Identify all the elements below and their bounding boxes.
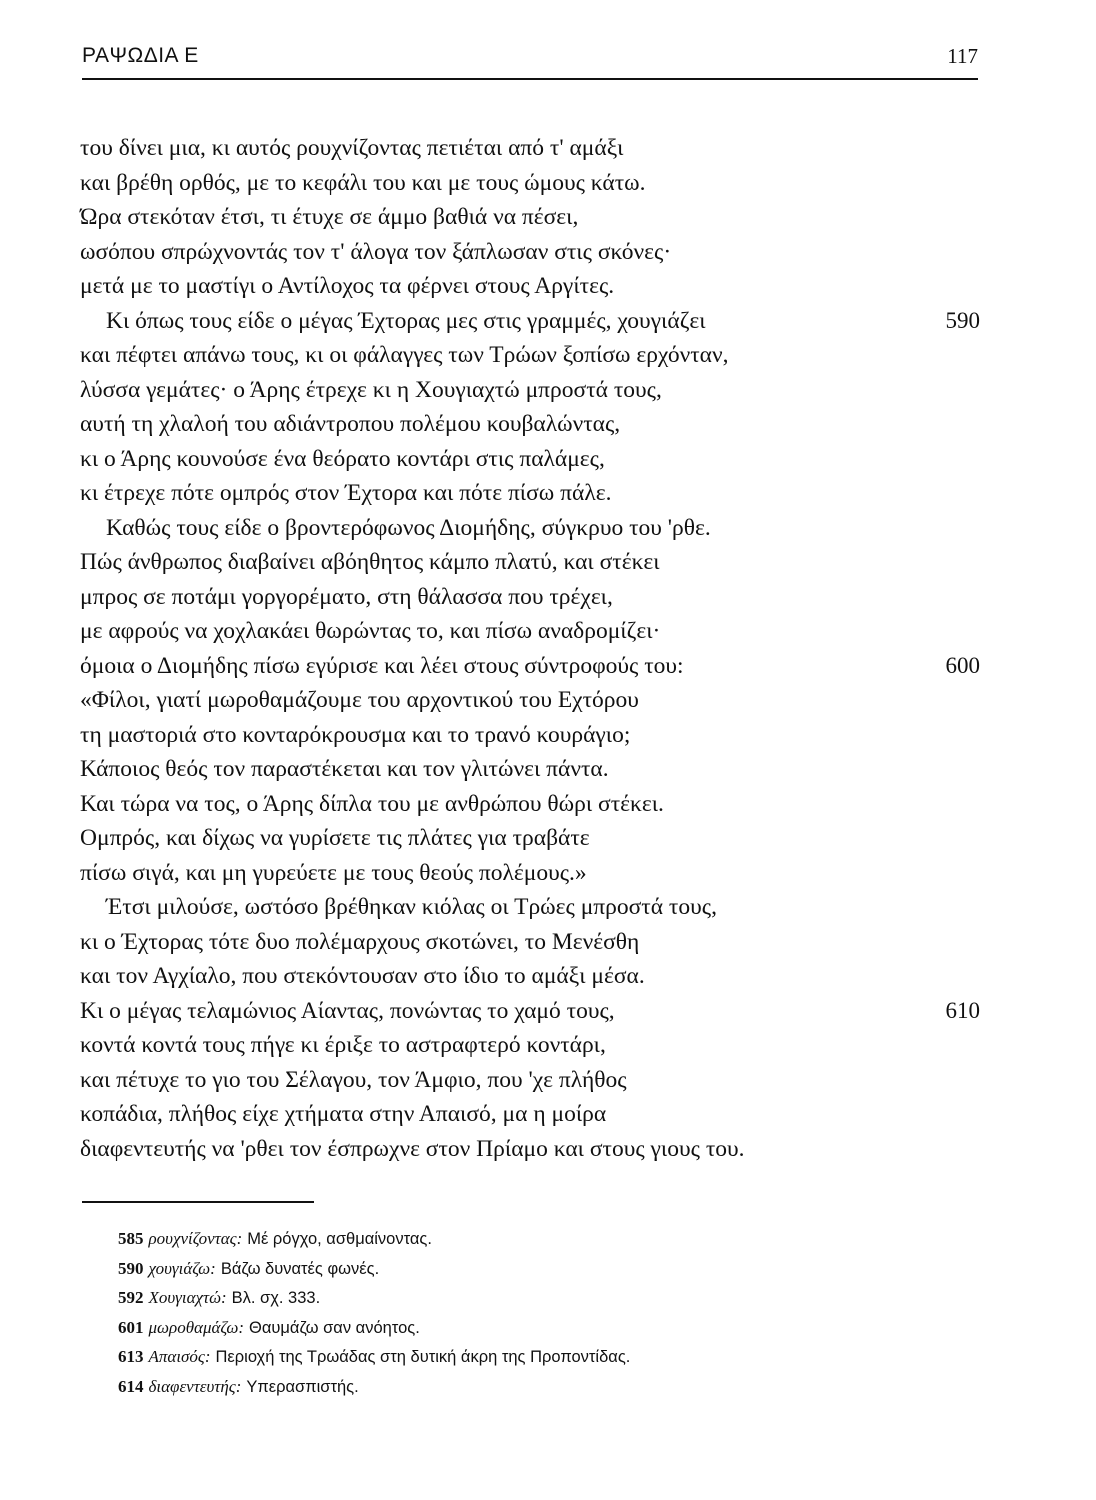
verse-line — [80, 890, 980, 925]
verse-line — [80, 304, 980, 339]
verse-line — [80, 166, 980, 201]
verse-line — [80, 856, 980, 891]
verse-line — [80, 373, 980, 408]
verse-line-text: και πέφτει απάνω τους, κι οι φάλαγγες των Τρώων ξοπίσω ερχόνταν, — [80, 342, 729, 368]
verse-line-text: πίσω σιγά, και μη γυρεύετε με τους θεούς πολέμους.» — [80, 859, 587, 886]
verse-line-text: Και τώρα να τος, ο Άρης δίπλα του με ανθρώπου θώρι στέκει. — [80, 790, 664, 817]
verse-line-text: και τον Αγχίαλο, που στεκόντουσαν στο ίδιο το αμάξι μέσα. — [80, 963, 645, 989]
footnote-number: 590 — [118, 1258, 144, 1278]
verse-line — [80, 580, 980, 615]
verse-line-text: Κι ο μέγας τελαμώνιος Αίαντας, πονώντας το χαμό τους, — [80, 997, 615, 1024]
verse-line-text: Ομπρός, και δίχως να γυρίσετε τις πλάτες για τραβάτε — [80, 825, 590, 851]
verse-line — [80, 614, 980, 649]
verse-line — [80, 683, 980, 718]
verse-line — [80, 338, 980, 373]
footnote-number: 592 — [118, 1288, 144, 1308]
running-title: ΡΑΨΩΔΙΑ Ε — [82, 44, 199, 67]
verse-line-text: Ώρα στεκόταν έτσι, τι έτυχε σε άμμο βαθιά να πέσει, — [80, 204, 579, 230]
verse-line-text: μπρος σε ποτάμι γοργορέματο, στη θάλασσα που τρέχει, — [80, 583, 613, 610]
footnote — [118, 1313, 978, 1343]
footnote — [118, 1254, 978, 1284]
footnote — [118, 1283, 978, 1313]
footnote-definition: Θαυμάζω σαν ανόητος. — [249, 1318, 420, 1337]
verse-line — [80, 131, 980, 166]
verse-line — [80, 787, 980, 822]
verse-line — [80, 1028, 980, 1063]
verse-line-text: Κι όπως τους είδε ο μέγας Έχτορας μες στις γραμμές, χουγιάζει — [106, 307, 706, 334]
verse-line — [80, 269, 980, 304]
verse-line — [80, 1097, 980, 1132]
footnote-number: 614 — [118, 1376, 144, 1396]
verse-line — [80, 1063, 980, 1098]
page-number: 117 — [947, 44, 978, 68]
verse-line-text: «Φίλοι, γιατί μωροθαμάζουμε του αρχοντικού του Εχτόρου — [80, 687, 639, 713]
verse-line-text: όμοια ο Διομήδης πίσω εγύρισε και λέει στους σύντροφούς του: — [80, 652, 684, 679]
verse-line-text: λύσσα γεμάτες· ο Άρης έτρεχε κι η Χουγιαχτώ μπροστά τους, — [80, 376, 662, 403]
footnote — [118, 1342, 978, 1372]
footnote-term: διαφεντευτής: — [148, 1376, 242, 1396]
verse-line-text: και βρέθη ορθός, με το κεφάλι του και με τους ώμους κάτω. — [80, 169, 646, 196]
verse-line — [80, 200, 980, 235]
verse-line — [80, 407, 980, 442]
verse-line — [80, 718, 980, 753]
verse-text — [80, 131, 980, 1166]
footnote-term: Απαισός: — [148, 1347, 211, 1367]
verse-line — [80, 752, 980, 787]
verse-line — [80, 821, 980, 856]
line-number: 590 — [945, 307, 980, 333]
footnote — [118, 1372, 978, 1402]
verse-line-text: κι έτρεχε πότε ομπρός στον Έχτορα και πότε πίσω πάλε. — [80, 480, 612, 506]
footnote-term: μωροθαμάζω: — [148, 1317, 245, 1337]
verse-line-text: διαφεντευτής να 'ρθει τον έσπρωχνε στον Πρίαμο και στους γιους του. — [80, 1135, 745, 1162]
verse-line-text: ωσόπου σπρώχνοντάς τον τ' άλογα τον ξάπλωσαν στις σκόνες· — [80, 238, 672, 265]
footnote-term: Χουγιαχτώ: — [148, 1288, 227, 1308]
footnote-number: 601 — [118, 1317, 144, 1337]
verse-line — [80, 925, 980, 960]
verse-line — [80, 649, 980, 684]
footnote-term: ρουχνίζοντας: — [148, 1229, 243, 1248]
verse-line-text: κι ο Άρης κουνούσε ένα θεόρατο κοντάρι στις παλάμες, — [80, 445, 605, 472]
verse-line-text: Πώς άνθρωπος διαβαίνει αβόηθητος κάμπο πλατύ, και στέκει — [80, 549, 660, 575]
verse-line-text: Έτσι μιλούσε, ωστόσο βρέθηκαν κιόλας οι Τρώες μπροστά τους, — [106, 894, 717, 920]
footnotes — [118, 1224, 978, 1402]
verse-line — [80, 476, 980, 511]
footnote-definition: Υπερασπιστής. — [246, 1377, 359, 1396]
footnote — [118, 1224, 978, 1254]
footnote-rule — [82, 1201, 314, 1203]
verse-line — [80, 511, 980, 546]
verse-line — [80, 994, 980, 1029]
verse-line — [80, 235, 980, 270]
verse-line — [80, 1132, 980, 1167]
footnote-definition: Περιοχή της Τρωάδας στη δυτική άκρη της Προποντίδας. — [215, 1348, 631, 1367]
verse-line-text: του δίνει μια, κι αυτός ρουχνίζοντας πετιέται από τ' αμάξι — [80, 135, 624, 161]
footnote-definition: Μέ ρόγχο, ασθμαίνοντας. — [247, 1230, 432, 1248]
footnote-number: 585 — [118, 1229, 144, 1248]
footnote-term: χουγιάζω: — [148, 1258, 216, 1278]
verse-line — [80, 959, 980, 994]
verse-line-text: κι ο Έχτορας τότε δυο πολέμαρχους σκοτώνει, το Μενέσθη — [80, 928, 640, 955]
verse-line — [80, 545, 980, 580]
footnote-definition: Βλ. σχ. 333. — [231, 1289, 321, 1308]
verse-line-text: μετά με το μαστίγι ο Αντίλοχος τα φέρνει στους Αργίτες. — [80, 273, 615, 299]
verse-line-text: και πέτυχε το γιο του Σέλαγου, τον Άμφιο, που 'χε πλήθος — [80, 1066, 627, 1093]
verse-line-text: Καθώς τους είδε ο βροντερόφωνος Διομήδης, σύγκρυο του 'ρθε. — [106, 514, 711, 541]
verse-line-text: τη μαστοριά στο κονταρόκρουσμα και το τρανό κουράγιο; — [80, 721, 631, 748]
header-rule — [82, 78, 978, 80]
verse-line-text: με αφρούς να χοχλακάει θωρώντας το, και πίσω αναδρομίζει· — [80, 618, 661, 644]
line-number: 610 — [945, 997, 980, 1023]
page-header — [82, 44, 978, 78]
verse-line-text: Κάποιος θεός τον παραστέκεται και τον γλιτώνει πάντα. — [80, 756, 609, 782]
verse-line-text: κοντά κοντά τους πήγε κι έριξε το αστραφτερό κοντάρι, — [80, 1032, 606, 1058]
verse-line-text: αυτή τη χλαλοή του αδιάντροπου πολέμου κουβαλώντας, — [80, 411, 621, 437]
line-number: 600 — [945, 652, 980, 678]
footnote-number: 613 — [118, 1347, 144, 1367]
footnote-definition: Βάζω δυνατές φωνές. — [220, 1259, 380, 1278]
verse-line-text: κοπάδια, πλήθος είχε χτήματα στην Απαισό, μα η μοίρα — [80, 1101, 607, 1127]
verse-line — [80, 442, 980, 477]
